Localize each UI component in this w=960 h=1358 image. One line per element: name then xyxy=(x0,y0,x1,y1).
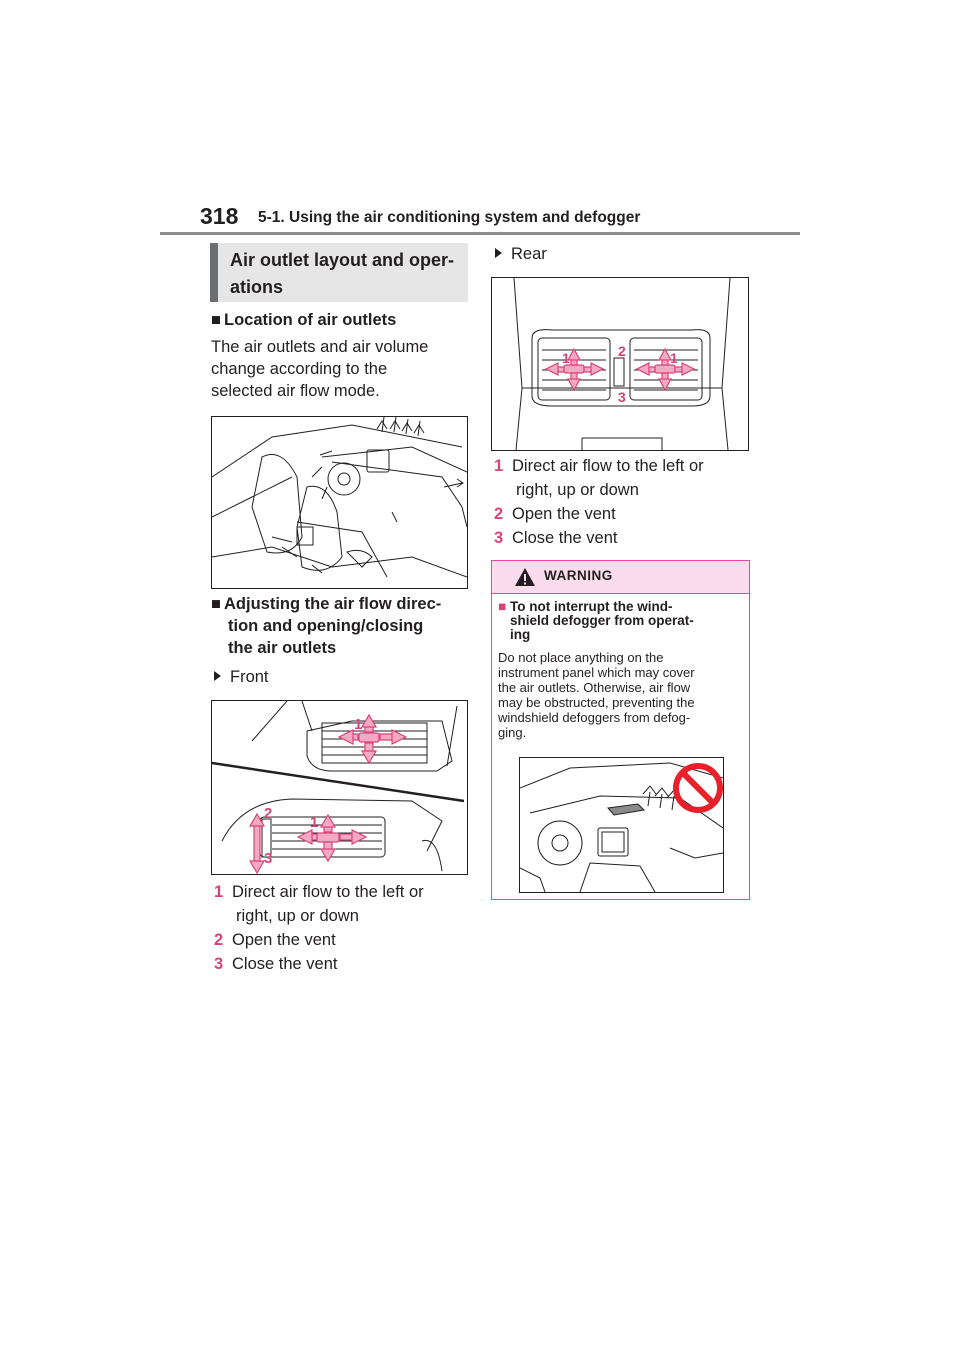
rear-callout-1-right: 1 xyxy=(670,350,678,366)
warning-subtitle xyxy=(498,600,743,642)
rear-step-2 xyxy=(494,502,744,526)
front-step-1-line1: Direct air flow to the left or xyxy=(232,883,424,901)
rear-label-text: Rear xyxy=(511,245,547,263)
front-callout-1-bottom: 1 xyxy=(310,814,319,831)
location-text-line2: change according to the xyxy=(211,360,388,378)
rear-step-3-text: Close the vent xyxy=(512,529,618,547)
warning-subtitle-line1: To not interrupt the wind- xyxy=(510,599,673,614)
square-bullet-icon: ■ xyxy=(498,599,507,614)
rear-step-3 xyxy=(494,526,744,550)
triangle-bullet-icon xyxy=(214,671,221,681)
location-heading-text: Location of air outlets xyxy=(224,311,397,329)
location-text xyxy=(211,336,428,402)
warning-triangle-icon xyxy=(514,567,536,587)
dashboard-prohibition-illustration xyxy=(520,758,723,892)
front-step-1-line2: right, up or down xyxy=(236,907,359,925)
front-step-1-number: 1 xyxy=(214,883,224,901)
front-step-3-number: 3 xyxy=(214,955,224,973)
location-text-line3: selected air flow mode. xyxy=(211,382,380,400)
square-bullet-icon: ■ xyxy=(211,595,221,613)
warning-body-line1: Do not place anything on the xyxy=(498,650,664,665)
front-step-2-text: Open the vent xyxy=(232,931,336,949)
interior-outlets-figure xyxy=(211,416,468,589)
front-step-3-text: Close the vent xyxy=(232,955,338,973)
warning-body-line6: ging. xyxy=(498,725,527,740)
adjusting-heading xyxy=(211,593,441,659)
warning-figure xyxy=(519,757,724,893)
front-steps xyxy=(214,880,464,976)
section-heading xyxy=(210,243,468,302)
warning-body xyxy=(498,650,745,740)
section-heading-line2: ations xyxy=(230,277,284,297)
front-vents-figure xyxy=(211,700,468,875)
rear-step-2-number: 2 xyxy=(494,505,504,523)
triangle-bullet-icon xyxy=(495,248,502,258)
rear-step-2-text: Open the vent xyxy=(512,505,616,523)
front-callout-1-top: 1 xyxy=(354,716,363,733)
warning-body-line4: may be obstructed, preventing the xyxy=(498,695,695,710)
adjusting-heading-line1: Adjusting the air flow direc- xyxy=(224,595,442,613)
rear-callout-3: 3 xyxy=(618,389,626,405)
rear-label xyxy=(495,243,547,265)
warning-body-line5: windshield defoggers from defog- xyxy=(498,710,691,725)
page-number: 318 xyxy=(200,203,239,229)
rear-callout-1-left: 1 xyxy=(562,350,570,366)
front-step-2-number: 2 xyxy=(214,931,224,949)
rear-step-1 xyxy=(494,454,744,502)
front-label xyxy=(214,666,269,688)
front-callout-2: 2 xyxy=(264,805,273,822)
front-callout-3: 3 xyxy=(264,850,273,867)
warning-subtitle-line3: ing xyxy=(510,627,531,642)
rear-callout-2: 2 xyxy=(618,343,626,359)
square-bullet-icon: ■ xyxy=(211,311,221,329)
header-rule xyxy=(160,232,800,235)
front-vents-illustration xyxy=(212,701,467,874)
front-step-2 xyxy=(214,928,464,952)
front-label-text: Front xyxy=(230,668,269,686)
adjusting-heading-line3: the air outlets xyxy=(228,639,337,657)
warning-box xyxy=(491,560,750,900)
warning-title: WARNING xyxy=(544,568,613,583)
location-text-line1: The air outlets and air volume xyxy=(211,338,429,356)
warning-body-line2: instrument panel which may cover xyxy=(498,665,695,680)
rear-steps xyxy=(494,454,744,550)
rear-vents-figure xyxy=(491,277,749,451)
front-step-3 xyxy=(214,952,464,976)
warning-header xyxy=(492,561,749,594)
section-title: 5-1. Using the air conditioning system and defogger xyxy=(258,209,641,226)
location-heading xyxy=(211,309,396,331)
rear-step-1-number: 1 xyxy=(494,457,504,475)
warning-subtitle-line2: shield defogger from operat- xyxy=(510,613,694,628)
adjusting-heading-line2: tion and opening/closing xyxy=(228,617,424,635)
front-step-1 xyxy=(214,880,464,928)
interior-outlets-illustration xyxy=(212,417,467,588)
rear-vents-illustration xyxy=(492,278,748,450)
section-heading-line1: Air outlet layout and oper- xyxy=(230,250,455,270)
rear-step-3-number: 3 xyxy=(494,529,504,547)
warning-body-line3: the air outlets. Otherwise, air flow xyxy=(498,680,691,695)
rear-step-1-line1: Direct air flow to the left or xyxy=(512,457,704,475)
rear-step-1-line2: right, up or down xyxy=(516,481,639,499)
